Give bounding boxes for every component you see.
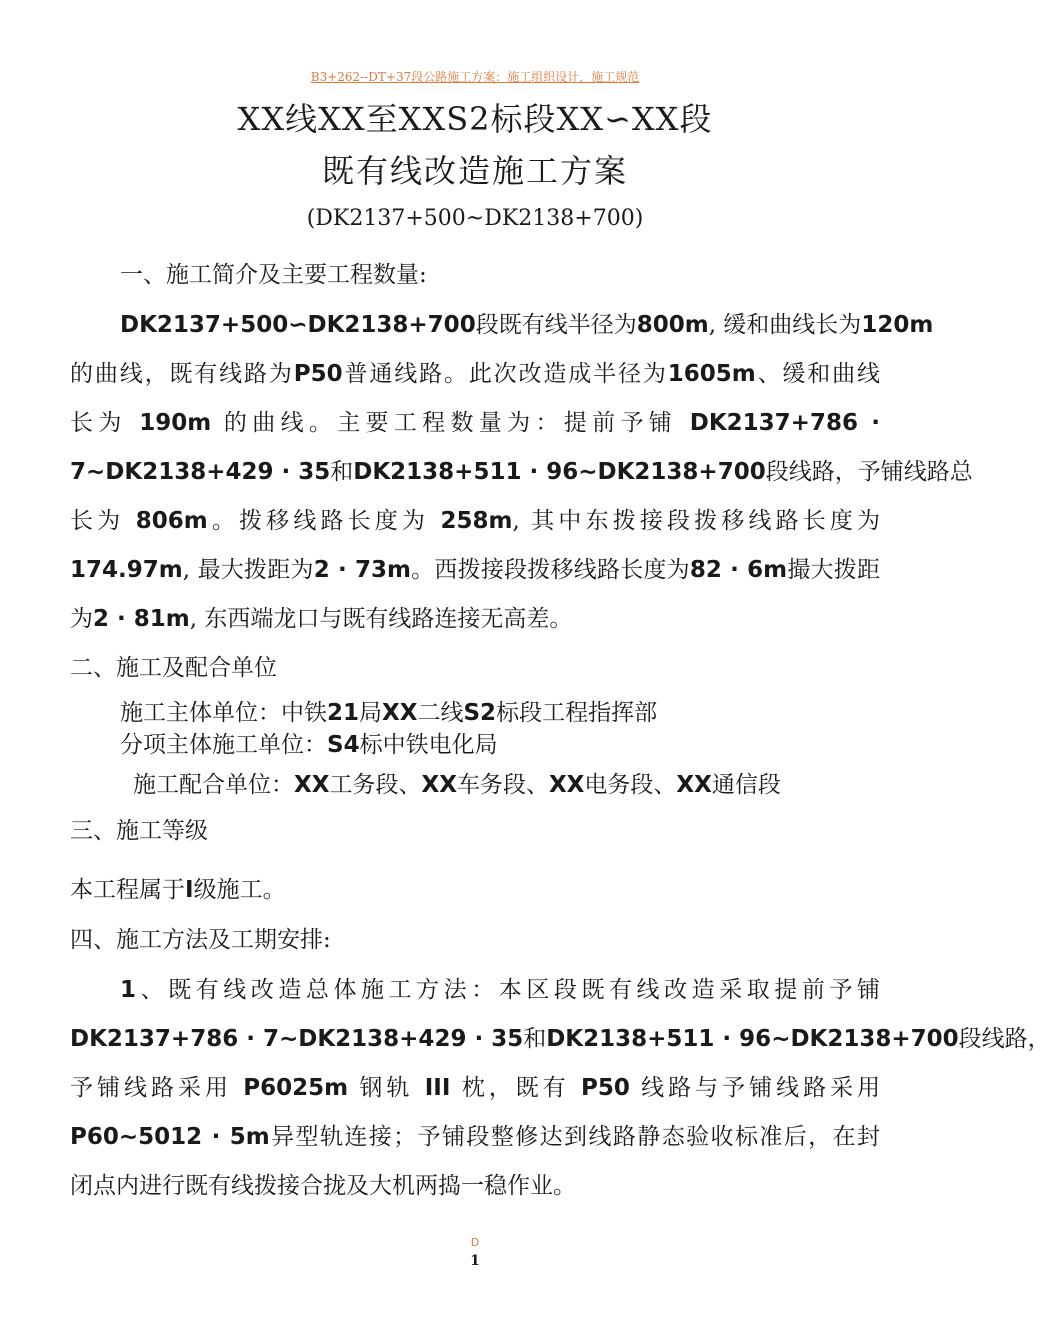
text-run: 予铺线路采用 [70, 1075, 232, 1101]
document-subtitle: (DK2137+500~DK2138+700) [306, 206, 644, 231]
paragraph-line [70, 551, 880, 584]
text-run: DK2138+511 · 96~DK2138+700 [353, 459, 766, 485]
paragraph-line [70, 453, 973, 486]
text-run: 1 [120, 977, 137, 1003]
section3-heading: 三、施工等级 [70, 818, 208, 844]
paragraph-line [70, 1020, 1051, 1053]
text-run: DK2137+786 · 7~DK2138+429 · 35 [70, 1026, 524, 1052]
paragraph-line [120, 971, 880, 1004]
text-run: 撮大拨距 [787, 557, 881, 583]
paragraph-line [70, 404, 880, 437]
paragraph-line: 闭点内进行既有线拨接合拢及大机两捣一稳作业。 [70, 1173, 576, 1199]
text-run: P60~5012 · 5m [70, 1124, 270, 1150]
text-run: I [185, 877, 194, 903]
text-run: DK2137+500∽DK2138+700 [120, 312, 476, 338]
text-run: 标中铁电化局 [359, 732, 498, 758]
text-run: 、既有线改造总体施工方法：本区段既有线改造采取提前予铺 [136, 977, 880, 1003]
text-run: XX [676, 772, 712, 798]
construction-unit-sub [120, 726, 880, 759]
text-run: 的曲线，既有线路为 [70, 361, 294, 387]
text-run: P50 [580, 1075, 630, 1101]
text-run: S4 [327, 732, 360, 758]
text-run: XX [382, 700, 418, 726]
text-run: 段线路， [958, 1026, 1051, 1052]
header-link[interactable]: B3+262--DT+37段公路施工方案：施工组织设计，施工规范 [310, 70, 640, 84]
text-run: , 其中东拨接段拨移线路长度为 [512, 508, 881, 534]
section2-heading: 二、施工及配合单位 [70, 655, 277, 681]
paragraph-line [70, 1118, 880, 1151]
text-run: 1605m [667, 361, 756, 387]
text-run: 800m [636, 312, 709, 338]
construction-unit-partner [133, 766, 883, 799]
text-run: 。拨移线路长度为 [207, 508, 430, 534]
text-run: 电务段、 [584, 772, 677, 798]
text-run: 长为 [70, 508, 125, 534]
paragraph-line [70, 1069, 880, 1102]
text-run: , 东西端龙口与既有线路连接无高差。 [189, 606, 573, 632]
text-run: 2 · 73m [313, 557, 411, 583]
text-run: 258m [440, 508, 513, 534]
page-number: 1 [470, 1253, 480, 1269]
text-run: 二线 [417, 700, 464, 726]
text-run: DK2138+511 · 96~DK2138+700 [546, 1026, 959, 1052]
paragraph-line [70, 355, 880, 388]
text-run: III [424, 1075, 451, 1101]
text-run: P50 [293, 361, 343, 387]
construction-unit-main [120, 694, 880, 727]
section1-heading: 一、施工简介及主要工程数量: [120, 262, 427, 288]
text-run: 线路与予铺线路采用 [641, 1075, 881, 1101]
text-run: XX [294, 772, 330, 798]
footer-mark: D [470, 1236, 480, 1249]
text-run: 施工配合单位： [133, 772, 294, 798]
document-title-line1: XX线XX至XXS2标段XX∽XX段 [237, 100, 713, 138]
text-run: 分项主体施工单位： [120, 732, 327, 758]
text-run: 长为 [70, 410, 127, 436]
text-run: 21 [327, 700, 360, 726]
text-run: 段线路，予铺线路总 [765, 459, 973, 485]
text-run: 施工主体单位：中铁 [120, 700, 327, 726]
text-run: 车务段、 [456, 772, 549, 798]
text-run: 为 [70, 606, 93, 632]
text-run: 钢轨 [359, 1075, 414, 1101]
text-run: 2 · 81m [93, 606, 190, 632]
text-run: 、缓和曲线 [755, 361, 881, 387]
text-run: 枕，既有 [461, 1075, 570, 1101]
text-run: , 缓和曲线长为 [708, 312, 862, 338]
text-run: 局 [359, 700, 383, 726]
text-run: 异型轨连接；予铺段整修达到线路静态验收标准后，在封 [269, 1124, 881, 1150]
paragraph-line [120, 306, 934, 339]
text-run: 174.97m [70, 557, 183, 583]
section4-heading: 四、施工方法及工期安排: [70, 927, 331, 953]
text-run: 和 [523, 1026, 547, 1052]
text-run: 82 · 6m [689, 557, 788, 583]
document-title-line2: 既有线改造施工方案 [321, 152, 628, 190]
text-run: S2 [463, 700, 497, 726]
text-run: 的曲线。主要工程数量为：提前予铺 [223, 410, 678, 436]
text-run: 通信段 [711, 772, 781, 798]
text-run: 806m [135, 508, 208, 534]
text-run: , 最大拨距为 [182, 557, 314, 583]
text-run: 段既有线半径为 [475, 312, 637, 338]
text-run: 标段工程指挥部 [496, 700, 658, 726]
text-run: 本工程属于 [70, 877, 185, 903]
paragraph-line [70, 600, 880, 633]
text-run: 。西拨接段拨移线路长度为 [410, 557, 690, 583]
text-run: 120m [861, 312, 934, 338]
paragraph-line [70, 502, 880, 535]
text-run: 7~DK2138+429 · 35 [70, 459, 331, 485]
text-run: 普通线路。此次改造成半径为 [342, 361, 668, 387]
text-run: 级施工。 [193, 877, 286, 903]
construction-grade [70, 871, 880, 904]
text-run: P6025m [243, 1075, 349, 1101]
text-run: 和 [330, 459, 354, 485]
text-run: XX [548, 772, 585, 798]
text-run: DK2137+786 · [689, 410, 881, 436]
text-run: XX [421, 772, 457, 798]
text-run: 工务段、 [329, 772, 422, 798]
text-run: 190m [139, 410, 212, 436]
